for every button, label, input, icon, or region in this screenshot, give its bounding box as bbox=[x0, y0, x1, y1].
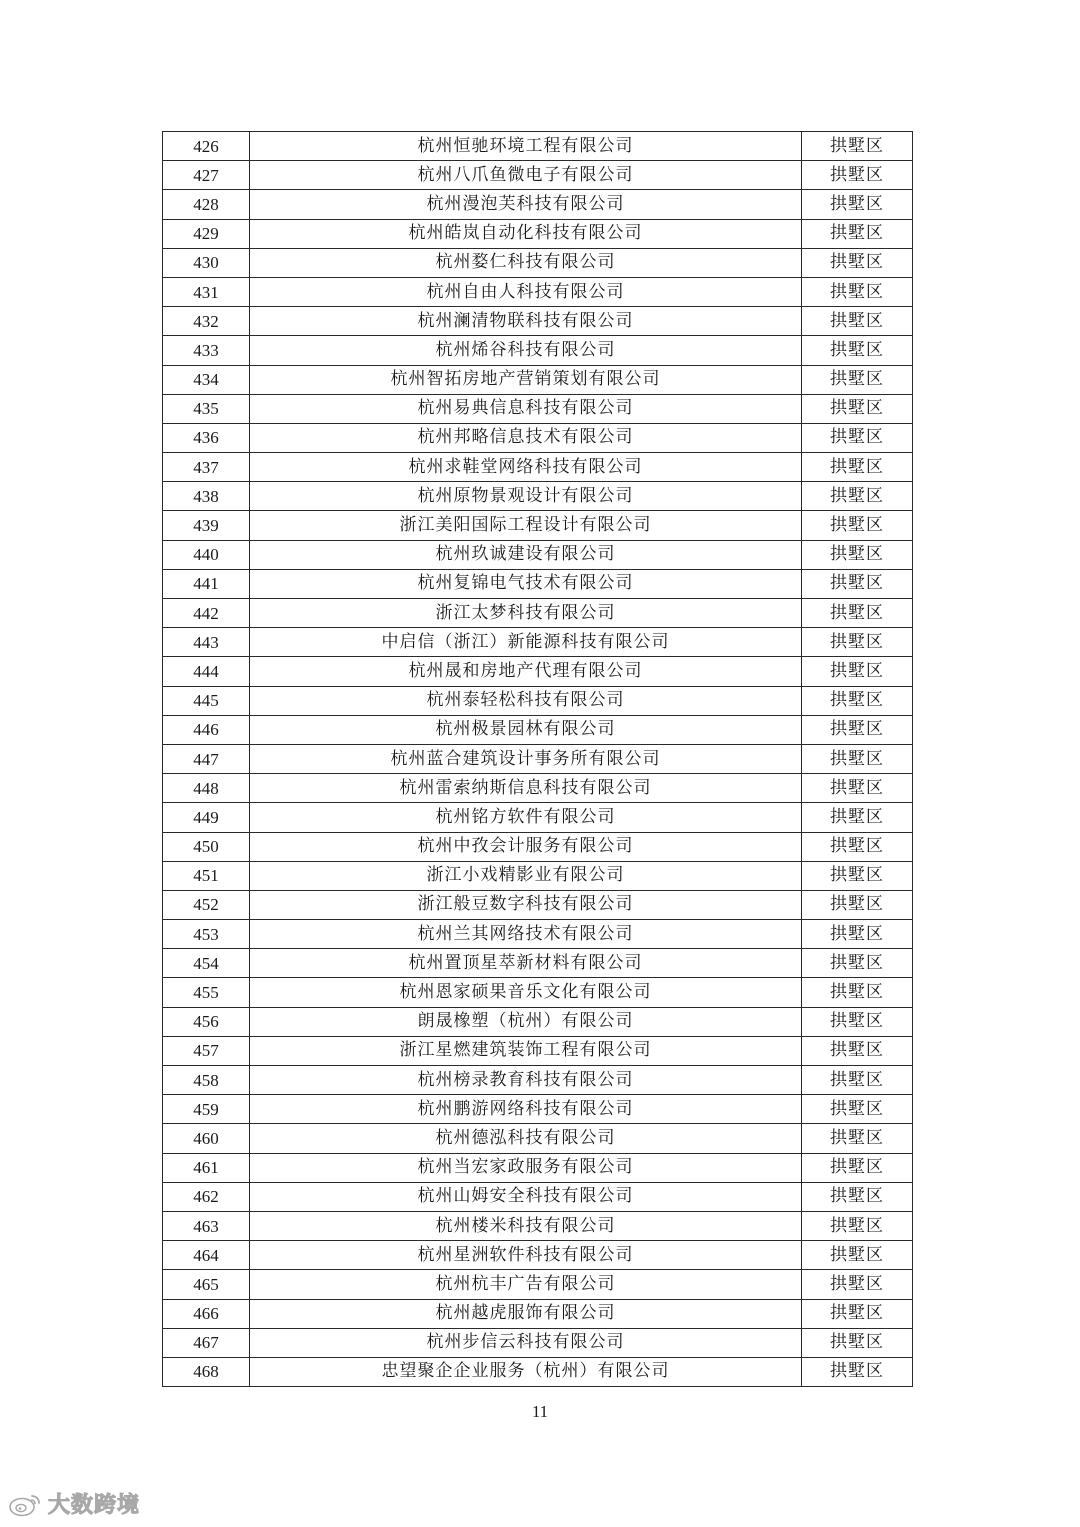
watermark bbox=[8, 1488, 140, 1519]
district-cell: 拱墅区 bbox=[802, 832, 913, 861]
table-row bbox=[163, 540, 913, 569]
company-name-cell: 杭州自由人科技有限公司 bbox=[250, 277, 802, 306]
row-number-cell: 464 bbox=[163, 1241, 250, 1270]
district-cell: 拱墅区 bbox=[802, 161, 913, 190]
district-cell: 拱墅区 bbox=[802, 1270, 913, 1299]
district-cell: 拱墅区 bbox=[802, 1153, 913, 1182]
row-number-cell: 429 bbox=[163, 219, 250, 248]
row-number-cell: 440 bbox=[163, 540, 250, 569]
company-name-cell: 杭州玖诚建设有限公司 bbox=[250, 540, 802, 569]
row-number-cell: 447 bbox=[163, 744, 250, 773]
district-cell: 拱墅区 bbox=[802, 744, 913, 773]
row-number-cell: 456 bbox=[163, 1007, 250, 1036]
company-name-cell: 杭州步信云科技有限公司 bbox=[250, 1328, 802, 1357]
table-row bbox=[163, 1270, 913, 1299]
company-name-cell: 杭州八爪鱼微电子有限公司 bbox=[250, 161, 802, 190]
district-cell: 拱墅区 bbox=[802, 657, 913, 686]
company-name-cell: 杭州极景园林有限公司 bbox=[250, 715, 802, 744]
company-name-cell: 杭州楼米科技有限公司 bbox=[250, 1211, 802, 1240]
table-row bbox=[163, 774, 913, 803]
company-name-cell: 杭州当宏家政服务有限公司 bbox=[250, 1153, 802, 1182]
company-name-cell: 杭州越虎服饰有限公司 bbox=[250, 1299, 802, 1328]
company-name-cell: 杭州恒驰环境工程有限公司 bbox=[250, 132, 802, 161]
company-name-cell: 杭州复锦电气技术有限公司 bbox=[250, 569, 802, 598]
company-name-cell: 杭州智拓房地产营销策划有限公司 bbox=[250, 365, 802, 394]
district-cell: 拱墅区 bbox=[802, 569, 913, 598]
district-cell: 拱墅区 bbox=[802, 861, 913, 890]
company-name-cell: 浙江太梦科技有限公司 bbox=[250, 599, 802, 628]
company-name-cell: 杭州恩家硕果音乐文化有限公司 bbox=[250, 978, 802, 1007]
table-row bbox=[163, 1328, 913, 1357]
district-cell: 拱墅区 bbox=[802, 132, 913, 161]
company-name-cell: 杭州求鞋堂网络科技有限公司 bbox=[250, 453, 802, 482]
table-row bbox=[163, 307, 913, 336]
district-cell: 拱墅区 bbox=[802, 1095, 913, 1124]
table-row bbox=[163, 1095, 913, 1124]
company-name-cell: 杭州烯谷科技有限公司 bbox=[250, 336, 802, 365]
row-number-cell: 439 bbox=[163, 511, 250, 540]
district-cell: 拱墅区 bbox=[802, 190, 913, 219]
table-row bbox=[163, 920, 913, 949]
row-number-cell: 468 bbox=[163, 1357, 250, 1386]
district-cell: 拱墅区 bbox=[802, 1036, 913, 1065]
district-cell: 拱墅区 bbox=[802, 890, 913, 919]
row-number-cell: 427 bbox=[163, 161, 250, 190]
district-cell: 拱墅区 bbox=[802, 336, 913, 365]
company-name-cell: 杭州皓岚自动化科技有限公司 bbox=[250, 219, 802, 248]
table-row bbox=[163, 1124, 913, 1153]
table-row bbox=[163, 803, 913, 832]
table-row bbox=[163, 832, 913, 861]
table-row bbox=[163, 715, 913, 744]
table-row bbox=[163, 890, 913, 919]
company-name-cell: 杭州山姆安全科技有限公司 bbox=[250, 1182, 802, 1211]
district-cell: 拱墅区 bbox=[802, 1357, 913, 1386]
district-cell: 拱墅区 bbox=[802, 307, 913, 336]
company-name-cell: 杭州榜录教育科技有限公司 bbox=[250, 1066, 802, 1095]
row-number-cell: 463 bbox=[163, 1211, 250, 1240]
table-row bbox=[163, 190, 913, 219]
row-number-cell: 437 bbox=[163, 453, 250, 482]
table-row bbox=[163, 1299, 913, 1328]
district-cell: 拱墅区 bbox=[802, 219, 913, 248]
table-row bbox=[163, 511, 913, 540]
row-number-cell: 446 bbox=[163, 715, 250, 744]
watermark-text: 大数跨境 bbox=[48, 1493, 141, 1518]
district-cell: 拱墅区 bbox=[802, 1182, 913, 1211]
table-row bbox=[163, 1182, 913, 1211]
company-name-cell: 杭州兰其网络技术有限公司 bbox=[250, 920, 802, 949]
company-name-cell: 中启信（浙江）新能源科技有限公司 bbox=[250, 628, 802, 657]
row-number-cell: 461 bbox=[163, 1153, 250, 1182]
district-cell: 拱墅区 bbox=[802, 978, 913, 1007]
district-cell: 拱墅区 bbox=[802, 453, 913, 482]
row-number-cell: 450 bbox=[163, 832, 250, 861]
row-number-cell: 432 bbox=[163, 307, 250, 336]
district-cell: 拱墅区 bbox=[802, 277, 913, 306]
table-row bbox=[163, 1007, 913, 1036]
company-name-cell: 浙江星燃建筑装饰工程有限公司 bbox=[250, 1036, 802, 1065]
company-name-cell: 浙江般豆数字科技有限公司 bbox=[250, 890, 802, 919]
table-row bbox=[163, 569, 913, 598]
district-cell: 拱墅区 bbox=[802, 1066, 913, 1095]
company-name-cell: 浙江美阳国际工程设计有限公司 bbox=[250, 511, 802, 540]
row-number-cell: 451 bbox=[163, 861, 250, 890]
row-number-cell: 433 bbox=[163, 336, 250, 365]
table-row bbox=[163, 1357, 913, 1386]
table-row bbox=[163, 1241, 913, 1270]
company-name-cell: 浙江小戏精影业有限公司 bbox=[250, 861, 802, 890]
table-row bbox=[163, 248, 913, 277]
row-number-cell: 457 bbox=[163, 1036, 250, 1065]
table-row bbox=[163, 219, 913, 248]
row-number-cell: 459 bbox=[163, 1095, 250, 1124]
district-cell: 拱墅区 bbox=[802, 803, 913, 832]
company-name-cell: 忠望聚企企业服务（杭州）有限公司 bbox=[250, 1357, 802, 1386]
row-number-cell: 445 bbox=[163, 686, 250, 715]
table-row bbox=[163, 365, 913, 394]
row-number-cell: 453 bbox=[163, 920, 250, 949]
company-name-cell: 杭州杭丰广告有限公司 bbox=[250, 1270, 802, 1299]
row-number-cell: 444 bbox=[163, 657, 250, 686]
table-row bbox=[163, 1036, 913, 1065]
table-row bbox=[163, 277, 913, 306]
row-number-cell: 460 bbox=[163, 1124, 250, 1153]
table-row bbox=[163, 744, 913, 773]
company-name-cell: 杭州晟和房地产代理有限公司 bbox=[250, 657, 802, 686]
weibo-logo-icon bbox=[8, 1491, 42, 1517]
district-cell: 拱墅区 bbox=[802, 1241, 913, 1270]
company-name-cell: 杭州置顶星萃新材料有限公司 bbox=[250, 949, 802, 978]
table-row bbox=[163, 336, 913, 365]
district-cell: 拱墅区 bbox=[802, 715, 913, 744]
district-cell: 拱墅区 bbox=[802, 1211, 913, 1240]
district-cell: 拱墅区 bbox=[802, 1124, 913, 1153]
row-number-cell: 455 bbox=[163, 978, 250, 1007]
row-number-cell: 443 bbox=[163, 628, 250, 657]
table-row bbox=[163, 1153, 913, 1182]
table-row bbox=[163, 161, 913, 190]
table-row bbox=[163, 132, 913, 161]
company-name-cell: 杭州邦略信息技术有限公司 bbox=[250, 423, 802, 452]
page-number: 11 bbox=[531, 1402, 549, 1421]
row-number-cell: 466 bbox=[163, 1299, 250, 1328]
company-name-cell: 杭州蓝合建筑设计事务所有限公司 bbox=[250, 744, 802, 773]
company-name-cell: 杭州原物景观设计有限公司 bbox=[250, 482, 802, 511]
district-cell: 拱墅区 bbox=[802, 686, 913, 715]
table-row bbox=[163, 657, 913, 686]
row-number-cell: 430 bbox=[163, 248, 250, 277]
company-table bbox=[162, 131, 913, 1387]
row-number-cell: 462 bbox=[163, 1182, 250, 1211]
company-name-cell: 杭州鹏游网络科技有限公司 bbox=[250, 1095, 802, 1124]
row-number-cell: 438 bbox=[163, 482, 250, 511]
row-number-cell: 442 bbox=[163, 599, 250, 628]
company-name-cell: 杭州中孜会计服务有限公司 bbox=[250, 832, 802, 861]
district-cell: 拱墅区 bbox=[802, 394, 913, 423]
row-number-cell: 435 bbox=[163, 394, 250, 423]
row-number-cell: 448 bbox=[163, 774, 250, 803]
district-cell: 拱墅区 bbox=[802, 628, 913, 657]
company-name-cell: 杭州铭方软件有限公司 bbox=[250, 803, 802, 832]
row-number-cell: 452 bbox=[163, 890, 250, 919]
company-name-cell: 杭州漫泡芙科技有限公司 bbox=[250, 190, 802, 219]
row-number-cell: 465 bbox=[163, 1270, 250, 1299]
district-cell: 拱墅区 bbox=[802, 1299, 913, 1328]
table-row bbox=[163, 599, 913, 628]
row-number-cell: 436 bbox=[163, 423, 250, 452]
district-cell: 拱墅区 bbox=[802, 423, 913, 452]
company-name-cell: 杭州泰轻松科技有限公司 bbox=[250, 686, 802, 715]
row-number-cell: 441 bbox=[163, 569, 250, 598]
table-row bbox=[163, 453, 913, 482]
company-name-cell: 杭州雷索纳斯信息科技有限公司 bbox=[250, 774, 802, 803]
company-table-body bbox=[163, 132, 913, 1387]
company-name-cell: 杭州易典信息科技有限公司 bbox=[250, 394, 802, 423]
row-number-cell: 426 bbox=[163, 132, 250, 161]
district-cell: 拱墅区 bbox=[802, 511, 913, 540]
company-name-cell: 朗晟橡塑（杭州）有限公司 bbox=[250, 1007, 802, 1036]
row-number-cell: 467 bbox=[163, 1328, 250, 1357]
district-cell: 拱墅区 bbox=[802, 774, 913, 803]
row-number-cell: 428 bbox=[163, 190, 250, 219]
district-cell: 拱墅区 bbox=[802, 482, 913, 511]
district-cell: 拱墅区 bbox=[802, 599, 913, 628]
district-cell: 拱墅区 bbox=[802, 1007, 913, 1036]
company-name-cell: 杭州星洲软件科技有限公司 bbox=[250, 1241, 802, 1270]
district-cell: 拱墅区 bbox=[802, 920, 913, 949]
row-number-cell: 431 bbox=[163, 277, 250, 306]
row-number-cell: 449 bbox=[163, 803, 250, 832]
district-cell: 拱墅区 bbox=[802, 365, 913, 394]
table-row bbox=[163, 1066, 913, 1095]
table-row bbox=[163, 978, 913, 1007]
district-cell: 拱墅区 bbox=[802, 540, 913, 569]
company-name-cell: 杭州澜清物联科技有限公司 bbox=[250, 307, 802, 336]
district-cell: 拱墅区 bbox=[802, 949, 913, 978]
table-row bbox=[163, 861, 913, 890]
company-name-cell: 杭州婺仁科技有限公司 bbox=[250, 248, 802, 277]
row-number-cell: 434 bbox=[163, 365, 250, 394]
table-row bbox=[163, 628, 913, 657]
row-number-cell: 458 bbox=[163, 1066, 250, 1095]
table-row bbox=[163, 423, 913, 452]
company-name-cell: 杭州德泓科技有限公司 bbox=[250, 1124, 802, 1153]
table-row bbox=[163, 482, 913, 511]
table-row bbox=[163, 686, 913, 715]
row-number-cell: 454 bbox=[163, 949, 250, 978]
table-row bbox=[163, 394, 913, 423]
table-row bbox=[163, 949, 913, 978]
table-row bbox=[163, 1211, 913, 1240]
district-cell: 拱墅区 bbox=[802, 1328, 913, 1357]
district-cell: 拱墅区 bbox=[802, 248, 913, 277]
